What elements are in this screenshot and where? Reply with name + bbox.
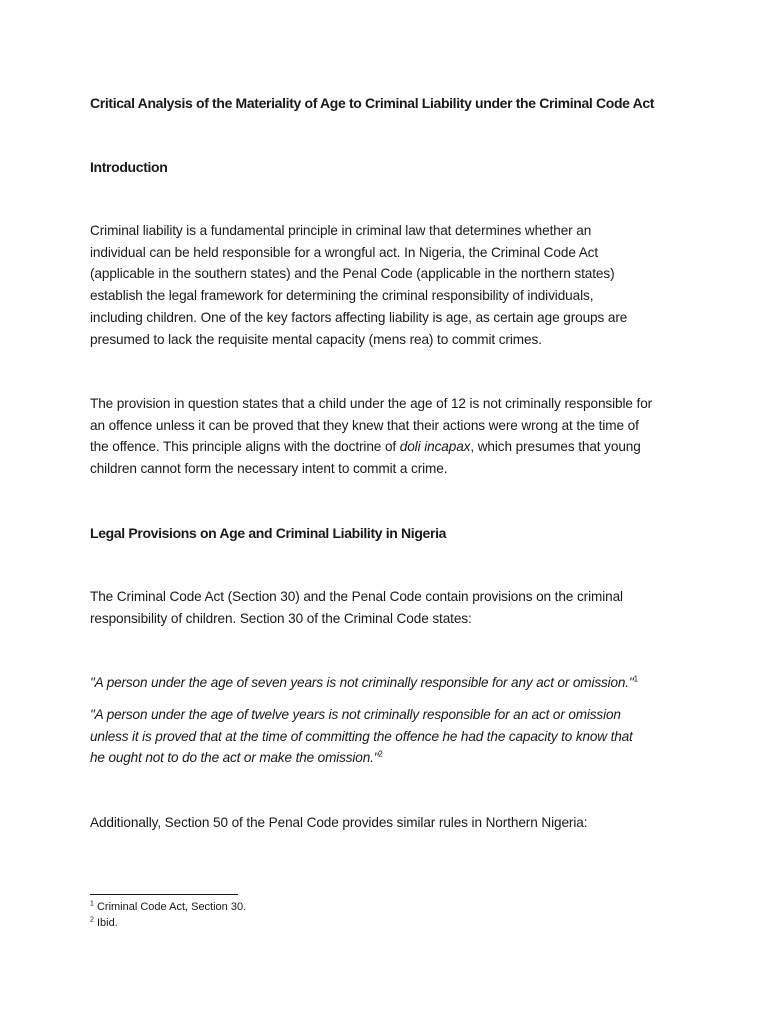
intro-paragraph-2: [90, 393, 678, 480]
quote-line: [90, 747, 678, 769]
footnote-number: 2: [90, 915, 94, 923]
introduction-heading: Introduction: [90, 159, 168, 175]
intro-paragraph-1: [90, 220, 678, 350]
paragraph-line: presumed to lack the requisite mental capacity (mens rea) to commit crimes.: [90, 331, 542, 347]
paragraph-line: individual can be held responsible for a wrongful act. In Nigeria, the Criminal Code Act: [90, 244, 599, 260]
paragraph-line: (applicable in the southern states) and the Penal Code (applicable in the northern states): [90, 266, 615, 282]
additional-paragraph: [90, 812, 678, 834]
quote-line: [90, 672, 678, 694]
paragraph-line: The Criminal Code Act (Section 30) and the Penal Code contain provisions on the criminal: [90, 589, 623, 604]
paragraph-line: an offence unless it can be proved that they knew that their actions were wrong at the time of: [90, 417, 639, 433]
paragraph-line: including children. One of the key factors affecting liability is age, as certain age groups are: [90, 309, 628, 325]
footnote-separator: [90, 894, 238, 895]
footnotes: [90, 900, 246, 931]
text-run: , which presumes that young: [470, 439, 641, 455]
paragraph-line: [90, 436, 678, 458]
text-run: the offence. This principle aligns with the doctrine of: [90, 439, 400, 455]
paragraph-line: Criminal liability is a fundamental principle in criminal law that determines whether an: [90, 223, 592, 238]
quote-section-30-seven-years: [90, 672, 678, 694]
footnote-text: Criminal Code Act, Section 30.: [93, 901, 247, 913]
quote-line: unless it is proved that at the time of committing the offence he had the capacity to know that: [90, 728, 633, 744]
quote-line: "A person under the age of twelve years is not criminally responsible for an act or omission: [90, 707, 621, 722]
paragraph-line: children cannot form the necessary intent to commit a crime.: [90, 461, 448, 477]
quote-section-30-twelve-years: [90, 704, 678, 769]
doli-incapax-term: doli incapax: [399, 439, 471, 455]
footnote-text: Ibid.: [93, 916, 118, 929]
quote-text: "A person under the age of seven years is not criminally responsible for any act or omission.": [90, 675, 634, 690]
paragraph-line: Additionally, Section 50 of the Penal Code provides similar rules in Northern Nigeria:: [90, 815, 588, 830]
document-title: Critical Analysis of the Materiality of Age to Criminal Liability under the Criminal Code Act: [90, 95, 655, 111]
legal-provisions-paragraph: [90, 586, 678, 629]
footnote-number: 1: [90, 900, 94, 908]
paragraph-line: The provision in question states that a child under the age of 12 is not criminally responsible for: [90, 396, 653, 411]
quote-text: he ought not to do the act or make the omission.": [90, 750, 379, 766]
footnote-ref-2[interactable]: 2: [378, 749, 383, 759]
paragraph-line: establish the legal framework for determining the criminal responsibility of individuals,: [90, 288, 594, 304]
footnote-2: [90, 916, 246, 932]
footnote-ref-1[interactable]: 1: [633, 674, 638, 684]
legal-provisions-heading: Legal Provisions on Age and Criminal Liability in Nigeria: [90, 525, 447, 541]
footnote-1: [90, 900, 246, 916]
paragraph-line: responsibility of children. Section 30 of the Criminal Code states:: [90, 610, 472, 626]
